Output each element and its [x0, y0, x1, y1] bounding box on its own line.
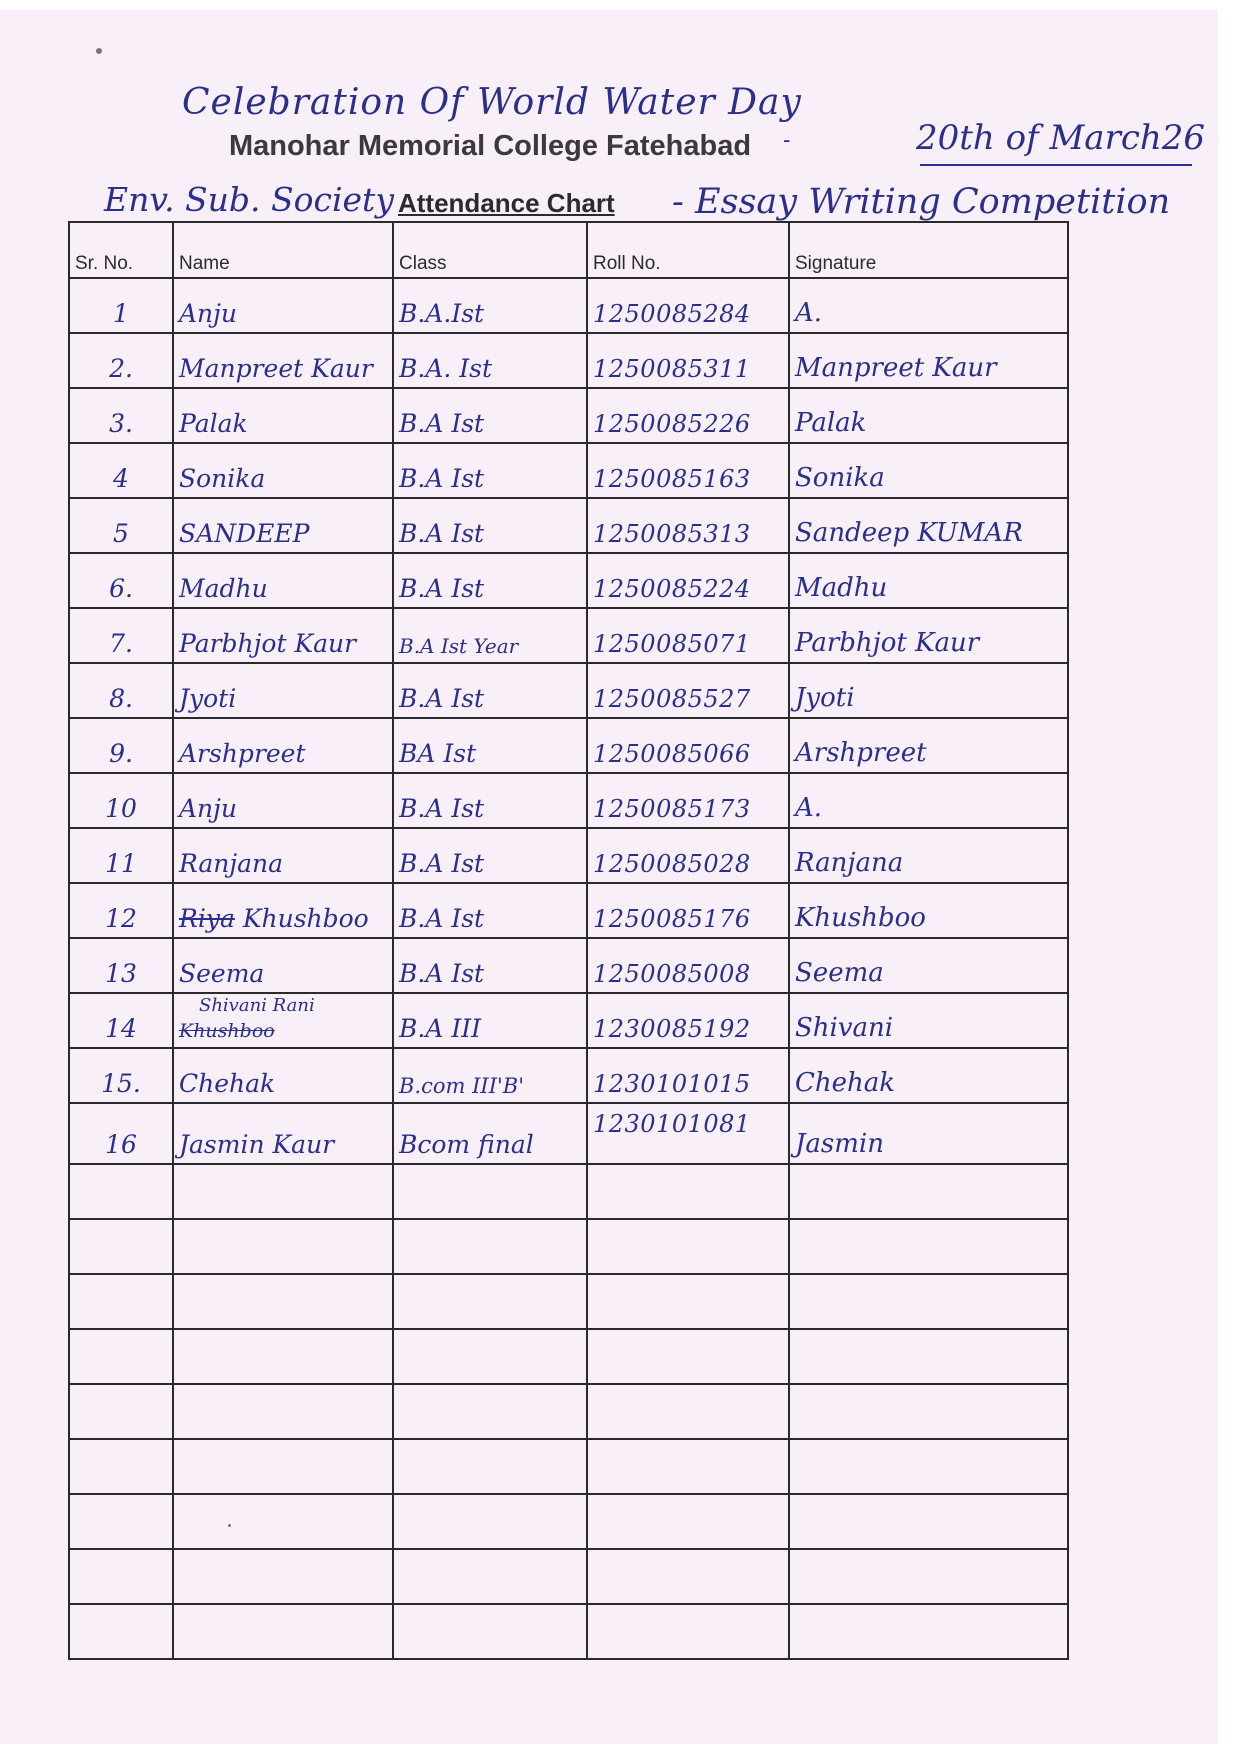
empty-cell	[393, 1274, 587, 1329]
empty-cell	[789, 1329, 1068, 1384]
paper-speck	[228, 1524, 231, 1527]
cell-roll: 1250085176	[587, 883, 789, 938]
cell-class: B.A Ist	[393, 828, 587, 883]
table-row	[69, 608, 1068, 663]
chart-title: Attendance Chart	[398, 188, 615, 218]
empty-cell	[173, 1549, 393, 1604]
cell-signature: A.	[789, 278, 1068, 333]
header-class: Class	[393, 222, 587, 278]
cell-class: Bcom final	[393, 1103, 587, 1164]
cell-name: SANDEEP	[173, 498, 393, 553]
cell-class: B.A Ist	[393, 443, 587, 498]
table-row	[69, 1048, 1068, 1103]
cell-class: B.A Ist	[393, 883, 587, 938]
empty-row	[69, 1274, 1068, 1329]
cell-name: Palak	[173, 388, 393, 443]
cell-roll: 1250085224	[587, 553, 789, 608]
cell-sr: 8.	[69, 663, 173, 718]
college-name: Manohar Memorial College Fatehabad	[228, 130, 752, 162]
empty-cell	[69, 1384, 173, 1439]
table-row	[69, 718, 1068, 773]
cell-sr: 6.	[69, 553, 173, 608]
empty-cell	[393, 1604, 587, 1659]
table-row	[69, 993, 1068, 1048]
cell-name: Ranjana	[173, 828, 393, 883]
page-edge	[1218, 0, 1240, 1754]
empty-row	[69, 1164, 1068, 1219]
cell-signature: Khushboo	[789, 883, 1068, 938]
cell-class: B.A.Ist	[393, 278, 587, 333]
empty-cell	[789, 1164, 1068, 1219]
cell-signature: Madhu	[789, 553, 1068, 608]
cell-signature: Sonika	[789, 443, 1068, 498]
empty-cell	[69, 1494, 173, 1549]
empty-cell	[173, 1494, 393, 1549]
cell-roll: 1250085066	[587, 718, 789, 773]
header-row	[69, 222, 1068, 278]
empty-cell	[173, 1384, 393, 1439]
cell-roll: 1230101081	[587, 1103, 789, 1164]
cell-signature: Jyoti	[789, 663, 1068, 718]
empty-cell	[789, 1219, 1068, 1274]
empty-cell	[587, 1549, 789, 1604]
empty-cell	[173, 1219, 393, 1274]
cell-class: B.A Ist	[393, 388, 587, 443]
empty-cell	[789, 1494, 1068, 1549]
empty-row	[69, 1494, 1068, 1549]
cell-name: Jasmin Kaur	[173, 1103, 393, 1164]
cell-signature: Sandeep KUMAR	[789, 498, 1068, 553]
cell-sr: 7.	[69, 608, 173, 663]
cell-class: B.A Ist	[393, 498, 587, 553]
cell-signature: Ranjana	[789, 828, 1068, 883]
empty-cell	[393, 1384, 587, 1439]
cell-class: B.A Ist Year	[393, 608, 587, 663]
cell-sr: 3.	[69, 388, 173, 443]
header-name: Name	[173, 222, 393, 278]
handwritten-society: Env. Sub. Society	[104, 180, 394, 219]
cell-roll: 1250085071	[587, 608, 789, 663]
cell-sr: 13	[69, 938, 173, 993]
cell-signature: Arshpreet	[789, 718, 1068, 773]
cell-sr: 5	[69, 498, 173, 553]
cell-sr: 16	[69, 1103, 173, 1164]
cell-roll: 1250085311	[587, 333, 789, 388]
cell-name	[173, 883, 393, 938]
empty-cell	[587, 1219, 789, 1274]
empty-row	[69, 1384, 1068, 1439]
cell-signature: A.	[789, 773, 1068, 828]
cell-name: Chehak	[173, 1048, 393, 1103]
empty-cell	[587, 1604, 789, 1659]
cell-sr: 2.	[69, 333, 173, 388]
empty-cell	[393, 1494, 587, 1549]
table-row	[69, 333, 1068, 388]
cell-signature: Chehak	[789, 1048, 1068, 1103]
empty-cell	[789, 1549, 1068, 1604]
cell-roll: 1250085313	[587, 498, 789, 553]
header-sr-no: Sr. No.	[69, 222, 173, 278]
empty-cell	[69, 1549, 173, 1604]
cell-class: B.A Ist	[393, 773, 587, 828]
table-row	[69, 828, 1068, 883]
cell-name: Seema	[173, 938, 393, 993]
cell-roll: 1250085163	[587, 443, 789, 498]
empty-cell	[789, 1439, 1068, 1494]
cell-signature: Parbhjot Kaur	[789, 608, 1068, 663]
table-row	[69, 883, 1068, 938]
cell-sr: 9.	[69, 718, 173, 773]
empty-cell	[173, 1164, 393, 1219]
cell-roll: 1250085527	[587, 663, 789, 718]
cell-signature: Seema	[789, 938, 1068, 993]
cell-class: B.A Ist	[393, 938, 587, 993]
empty-cell	[69, 1274, 173, 1329]
cell-roll: 1250085008	[587, 938, 789, 993]
header-signature: Signature	[789, 222, 1068, 278]
empty-cell	[69, 1164, 173, 1219]
empty-row	[69, 1219, 1068, 1274]
cell-signature: Manpreet Kaur	[789, 333, 1068, 388]
cell-class: BA Ist	[393, 718, 587, 773]
cell-roll: 1230101015	[587, 1048, 789, 1103]
paper-speck	[96, 48, 102, 54]
empty-cell	[69, 1439, 173, 1494]
cell-roll: 1250085284	[587, 278, 789, 333]
header-roll-no: Roll No.	[587, 222, 789, 278]
struck-name: Khushboo	[179, 1020, 275, 1042]
cell-class: B.A Ist	[393, 663, 587, 718]
empty-cell	[587, 1439, 789, 1494]
empty-cell	[393, 1329, 587, 1384]
cell-sr: 12	[69, 883, 173, 938]
cell-class: B.A III	[393, 993, 587, 1048]
cell-signature: Shivani	[789, 993, 1068, 1048]
empty-cell	[587, 1494, 789, 1549]
handwritten-title: Celebration Of World Water Day	[182, 82, 802, 123]
table-row	[69, 1103, 1068, 1164]
empty-cell	[789, 1384, 1068, 1439]
empty-row	[69, 1604, 1068, 1659]
cell-name: Anju	[173, 278, 393, 333]
cell-sr: 4	[69, 443, 173, 498]
empty-cell	[789, 1274, 1068, 1329]
cell-sr: 14	[69, 993, 173, 1048]
attendance-table	[68, 221, 1069, 1660]
empty-cell	[69, 1219, 173, 1274]
table-row	[69, 388, 1068, 443]
cell-name	[173, 993, 393, 1048]
cell-name: Madhu	[173, 553, 393, 608]
cell-roll: 1230085192	[587, 993, 789, 1048]
table-row	[69, 938, 1068, 993]
handwritten-event: - Essay Writing Competition	[672, 182, 1171, 222]
date-underline	[920, 164, 1192, 166]
empty-cell	[789, 1604, 1068, 1659]
empty-cell	[393, 1439, 587, 1494]
empty-row	[69, 1329, 1068, 1384]
cell-sr: 11	[69, 828, 173, 883]
cell-sr: 10	[69, 773, 173, 828]
cell-signature: Palak	[789, 388, 1068, 443]
cell-name: Jyoti	[173, 663, 393, 718]
struck-name: Riya	[179, 904, 235, 933]
table-row	[69, 773, 1068, 828]
table-row	[69, 278, 1068, 333]
cell-sr: 15.	[69, 1048, 173, 1103]
cell-roll: 1250085226	[587, 388, 789, 443]
cell-class: B.com III'B'	[393, 1048, 587, 1103]
table-row	[69, 498, 1068, 553]
name-text: Khushboo	[242, 904, 369, 933]
cell-name: Manpreet Kaur	[173, 333, 393, 388]
cell-class: B.A Ist	[393, 553, 587, 608]
cell-name: Anju	[173, 773, 393, 828]
empty-cell	[69, 1604, 173, 1659]
empty-cell	[69, 1329, 173, 1384]
empty-cell	[587, 1164, 789, 1219]
empty-row	[69, 1549, 1068, 1604]
cell-roll: 1250085028	[587, 828, 789, 883]
empty-cell	[393, 1549, 587, 1604]
name-text: Shivani Rani	[199, 995, 315, 1016]
empty-cell	[173, 1604, 393, 1659]
empty-cell	[393, 1219, 587, 1274]
cell-sr: 1	[69, 278, 173, 333]
cell-name: Parbhjot Kaur	[173, 608, 393, 663]
cell-signature: Jasmin	[789, 1103, 1068, 1164]
cell-name: Arshpreet	[173, 718, 393, 773]
table-row	[69, 443, 1068, 498]
empty-cell	[587, 1274, 789, 1329]
empty-row	[69, 1439, 1068, 1494]
empty-cell	[587, 1329, 789, 1384]
cell-class: B.A. Ist	[393, 333, 587, 388]
empty-cell	[393, 1164, 587, 1219]
cell-name: Sonika	[173, 443, 393, 498]
cell-roll: 1250085173	[587, 773, 789, 828]
handwritten-dash: -	[783, 128, 791, 153]
table-row	[69, 553, 1068, 608]
table-row	[69, 663, 1068, 718]
handwritten-date: 20th of March26	[916, 118, 1206, 158]
empty-cell	[173, 1274, 393, 1329]
empty-cell	[173, 1329, 393, 1384]
empty-cell	[587, 1384, 789, 1439]
empty-cell	[173, 1439, 393, 1494]
